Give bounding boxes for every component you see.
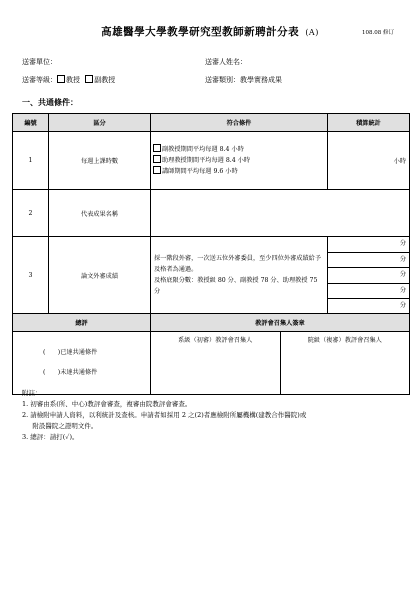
row-category: 論文外審成績 (49, 237, 151, 314)
note-item: 附設醫院之證明文件。 (22, 422, 98, 430)
score-cell[interactable]: 分 (328, 284, 409, 300)
checkbox-professor[interactable] (57, 75, 65, 83)
college-convener[interactable]: 院級（複審）教評會召集人 (307, 337, 382, 345)
checkbox-associate-professor[interactable] (85, 75, 93, 83)
rank-option-associate: 副教授 (94, 76, 116, 84)
row-category: 每週上課時數 (49, 132, 151, 190)
note-item: 3. 總評：請打(✓)。 (22, 433, 79, 441)
section-title: 一、共通條件： (22, 97, 78, 107)
summary-row (13, 332, 410, 395)
title-variant: (A) (305, 28, 319, 37)
row-no: 2 (13, 190, 49, 237)
summary-header: 總評 (13, 314, 151, 332)
note-item: 2. 請檢附申請人資料，以利統計及查核。申請者如採用 2 之(2)者應檢附所屬機構(建教合作醫院)或 (22, 411, 307, 419)
checkbox-criteria-1[interactable] (153, 144, 161, 152)
result-fail[interactable]: ( )未達共通條件 (43, 369, 98, 377)
score-cell[interactable]: 分 (328, 237, 409, 253)
result-pass[interactable]: ( )已達共通條件 (43, 349, 98, 357)
score-cell[interactable]: 分 (399, 302, 406, 310)
score-cell[interactable]: 分 (328, 268, 409, 284)
criteria-item: 副教授期間平均每週 8.4 小時 (153, 144, 327, 155)
title-text: 高雄醫學大學教學研究型教師新聘計分表 (101, 26, 300, 38)
rank-field (22, 75, 115, 85)
table-row (13, 237, 410, 314)
version-label: 108.08 修订 (362, 30, 394, 36)
review-note-2: 及格底限分數：教授級 80 分、副教授 78 分、助理教授 75 分 (154, 277, 318, 296)
stat-hours: 小時 (328, 132, 410, 190)
summary-header-row (13, 314, 410, 332)
category-field (205, 75, 282, 85)
checkbox-criteria-2[interactable] (153, 155, 161, 163)
rank-label: 送審等級： (22, 76, 57, 84)
notes-section (22, 388, 306, 443)
header-stat: 積算統計 (328, 114, 410, 132)
table-header-row (13, 114, 410, 132)
row-category: 代表成果名稱 (49, 190, 151, 237)
review-note-cell (151, 237, 328, 314)
rank-option-professor: 教授 (66, 76, 80, 84)
result-name-cell[interactable] (151, 190, 410, 237)
criteria-cell (151, 132, 328, 190)
convener-header: 教評會召集人簽章 (151, 314, 410, 332)
note-item: 1. 初審由系(所、中心)教評會審查，複審由院教評會審查。 (22, 400, 192, 408)
convener-cell (151, 332, 410, 395)
name-field: 送審人姓名： (205, 58, 247, 66)
table-row (13, 132, 410, 190)
category-value: 教學實務成果 (240, 76, 282, 84)
header-no: 編號 (13, 114, 49, 132)
checkbox-criteria-3[interactable] (153, 166, 161, 174)
criteria-item: 助理教授期間平均每週 8.4 小時 (153, 155, 327, 166)
dept-convener[interactable]: 系級（初審）教評會召集人 (151, 332, 281, 394)
notes-title: 附註： (22, 389, 42, 397)
review-note-1: 採一階段外審，一次送五位外審委員，至少四位外審成績給予及格者為通過。 (154, 255, 322, 274)
unit-field: 送審單位： (22, 58, 57, 66)
header-criteria: 符合條件 (151, 114, 328, 132)
scoring-table (12, 113, 410, 395)
header-category: 區分 (49, 114, 151, 132)
form-title (0, 24, 420, 39)
row-no: 1 (13, 132, 49, 190)
row-no: 3 (13, 237, 49, 314)
table-row (13, 190, 410, 237)
criteria-item: 講師期間平均每週 9.6 小時 (153, 166, 327, 177)
score-cell[interactable]: 分 (328, 253, 409, 269)
summary-cell (13, 332, 151, 395)
score-cells (328, 237, 410, 314)
category-label: 送審類別： (205, 76, 240, 84)
